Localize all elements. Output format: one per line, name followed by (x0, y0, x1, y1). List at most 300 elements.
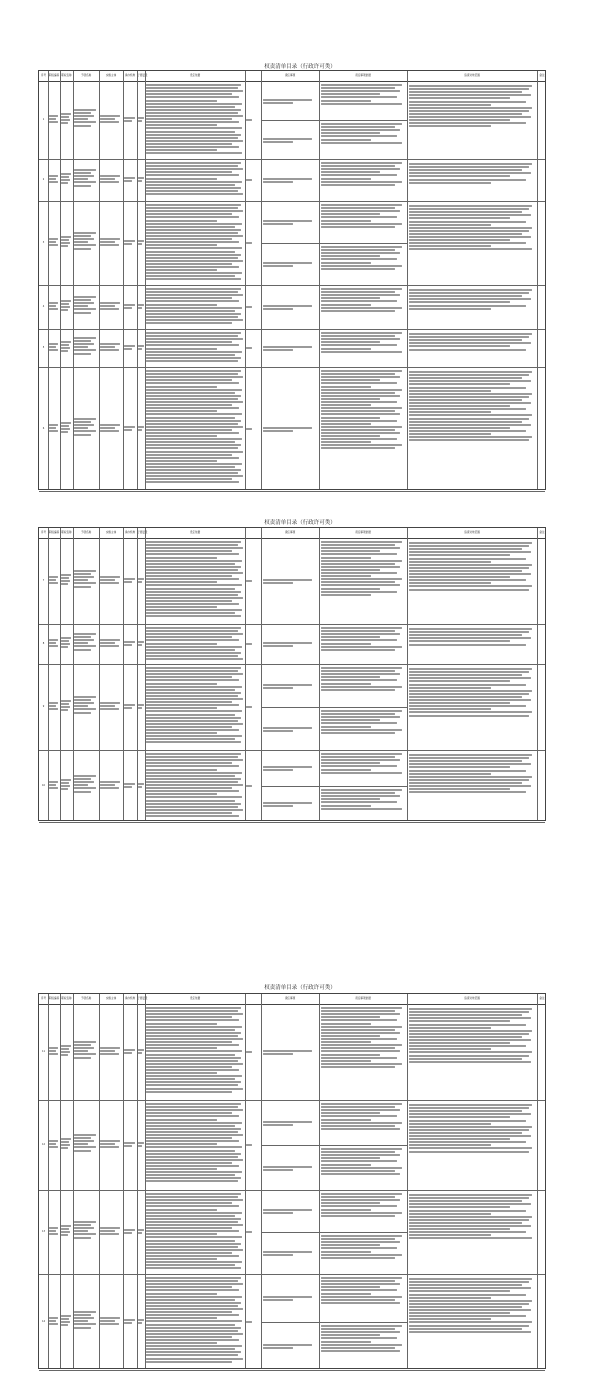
text-line (409, 791, 526, 793)
text-line (321, 1286, 380, 1288)
text-line (321, 667, 402, 669)
text-line (321, 100, 371, 102)
text-line (146, 1075, 242, 1077)
text-line (146, 544, 238, 546)
text-line (146, 478, 232, 480)
legal-basis-cell (146, 331, 244, 365)
text-line (409, 785, 531, 787)
text-line (146, 1057, 241, 1059)
text-line (321, 174, 397, 176)
text-line (246, 1144, 252, 1146)
text-line (321, 348, 371, 350)
text-line (138, 243, 142, 245)
text-line (321, 732, 395, 734)
text-line (321, 139, 371, 141)
text-line (146, 1038, 243, 1040)
text-line (409, 85, 532, 87)
header-cell: 序号 (40, 997, 47, 1000)
text-line (409, 224, 491, 226)
column-divider (261, 994, 262, 1368)
text-line (409, 674, 522, 676)
responsibility-basis-cell (321, 203, 405, 241)
text-line (49, 241, 56, 243)
text-line (61, 179, 70, 181)
text-line (100, 582, 119, 584)
text-line (74, 1221, 96, 1223)
text-line (263, 684, 312, 686)
text-line (146, 241, 239, 243)
text-line (409, 567, 529, 569)
text-line (321, 1010, 395, 1012)
text-line (409, 172, 531, 174)
text-line (146, 1314, 239, 1316)
text-line (146, 1050, 242, 1052)
text-line (146, 257, 238, 259)
text-line (321, 389, 402, 391)
text-line (321, 338, 400, 340)
text-line (146, 815, 239, 817)
text-line (61, 782, 69, 784)
text-line (321, 255, 380, 257)
text-line (146, 581, 217, 583)
text-line (74, 235, 91, 237)
text-line (409, 298, 531, 300)
text-line (124, 641, 135, 643)
text-line (321, 719, 380, 721)
text-line (409, 708, 491, 710)
header-cell: 职权名称 (61, 997, 72, 1000)
row-divider (39, 367, 545, 368)
text-line (146, 566, 241, 568)
text-line (146, 1134, 243, 1136)
text-line (321, 103, 402, 105)
text-line (49, 579, 56, 581)
text-line (409, 770, 526, 772)
responsibility-cell (263, 641, 317, 648)
text-line (146, 1351, 241, 1353)
text-line (61, 300, 71, 302)
text-line (409, 205, 532, 207)
text-line (146, 1277, 241, 1279)
text-line (146, 762, 232, 764)
text-line (146, 1230, 239, 1232)
text-line (74, 696, 96, 698)
text-line (49, 427, 56, 429)
text-line (321, 268, 395, 270)
text-line (100, 308, 119, 310)
text-line (146, 1280, 238, 1282)
text-line (138, 120, 142, 122)
text-line (409, 107, 532, 109)
text-line (146, 438, 242, 440)
text-line (61, 1141, 69, 1143)
text-line (321, 1148, 402, 1150)
text-line (409, 1321, 532, 1323)
text-line (146, 1066, 232, 1068)
text-line (321, 90, 400, 92)
text-line (321, 220, 371, 222)
accountability-cell (409, 1103, 535, 1187)
accountability-cell (409, 1277, 535, 1367)
text-line (409, 1222, 522, 1224)
responsibility-cell (263, 801, 317, 808)
text-line (321, 123, 402, 125)
text-line (321, 560, 402, 562)
text-line (74, 1041, 96, 1043)
text-line (49, 308, 58, 310)
text-line (146, 1236, 242, 1238)
text-line (100, 430, 119, 432)
text-line (409, 668, 532, 670)
text-line (409, 1116, 510, 1118)
text-line (146, 288, 241, 290)
text-line (74, 570, 96, 572)
text-line (409, 1281, 529, 1283)
text-line (49, 1323, 58, 1325)
text-line (263, 262, 312, 264)
text-line (409, 705, 526, 707)
text-line (146, 790, 239, 792)
text-line (100, 576, 120, 578)
text-line (246, 306, 252, 308)
text-line (146, 429, 232, 431)
text-line (146, 109, 241, 111)
text-line (409, 542, 532, 544)
row-divider (39, 201, 545, 202)
text-line (321, 1164, 371, 1166)
text-line (409, 684, 526, 686)
accountability-cell (409, 288, 535, 326)
text-line (146, 1209, 217, 1211)
text-line (124, 348, 132, 350)
row-divider (39, 624, 545, 625)
text-line (409, 1030, 532, 1032)
text-line (409, 1325, 529, 1327)
text-line (61, 1138, 71, 1140)
text-line (146, 1150, 235, 1152)
text-line (409, 1278, 532, 1280)
text-line (146, 395, 241, 397)
table-cell (74, 231, 98, 251)
text-line (124, 1142, 135, 1144)
text-line (138, 1142, 144, 1144)
text-line (321, 639, 397, 641)
text-line (74, 112, 91, 114)
row-divider (39, 1190, 545, 1191)
text-line (321, 676, 380, 678)
text-line (146, 435, 217, 437)
table-cell (124, 640, 136, 647)
text-line (74, 1320, 88, 1322)
table-cell (100, 174, 122, 184)
text-line (74, 337, 96, 339)
header-cell: 责任事项 (284, 997, 296, 1000)
text-line (146, 1081, 241, 1083)
text-line (146, 481, 239, 483)
legal-basis-cell (146, 626, 244, 662)
text-line (409, 292, 529, 294)
text-line (74, 645, 96, 647)
text-line (321, 1160, 397, 1162)
text-line (146, 472, 238, 474)
text-line (138, 177, 144, 179)
text-line (321, 171, 380, 173)
responsibility-basis-cell (321, 788, 405, 820)
text-line (146, 591, 241, 593)
text-line (146, 1233, 217, 1235)
text-line (49, 781, 58, 783)
table-cell (61, 340, 72, 353)
table-cell (61, 421, 72, 434)
text-line (146, 588, 235, 590)
text-line (409, 690, 532, 692)
text-line (321, 646, 402, 648)
text-line (321, 1344, 402, 1346)
text-line (409, 333, 532, 335)
text-line (321, 591, 397, 593)
text-line (146, 316, 238, 318)
text-line (263, 727, 312, 729)
text-line (146, 1311, 232, 1313)
text-line (74, 1317, 94, 1319)
text-line (146, 1327, 241, 1329)
text-line (146, 379, 232, 381)
text-line (100, 305, 115, 307)
text-line (321, 550, 380, 552)
text-line (138, 180, 142, 182)
text-line (61, 1144, 70, 1146)
text-line (146, 1174, 235, 1176)
text-line (74, 427, 88, 429)
text-line (409, 760, 522, 762)
text-line (61, 643, 70, 645)
text-line (321, 805, 371, 807)
text-line (146, 1047, 217, 1049)
text-line (321, 162, 402, 164)
table-cell (124, 1048, 136, 1055)
text-line (409, 1194, 532, 1196)
text-line (74, 115, 94, 117)
text-line (146, 658, 243, 660)
text-line (146, 627, 241, 629)
row-number: 5 (42, 346, 45, 349)
text-line (321, 410, 395, 412)
text-line (146, 683, 217, 685)
text-line (146, 655, 238, 657)
legal-basis-cell (146, 540, 244, 622)
text-line (321, 429, 395, 431)
text-line (146, 1308, 243, 1310)
text-line (321, 407, 402, 409)
text-line (146, 1119, 217, 1121)
text-line (146, 796, 242, 798)
table-cell (49, 1316, 59, 1326)
text-line (146, 1162, 232, 1164)
text-line (409, 418, 529, 420)
row-divider (39, 1274, 545, 1275)
text-line (321, 96, 397, 98)
text-line (321, 1257, 395, 1259)
text-line (321, 1038, 397, 1040)
text-line (409, 97, 510, 99)
sub-row-divider (261, 707, 407, 708)
text-line (146, 103, 242, 105)
text-line (61, 1315, 71, 1317)
text-line (409, 239, 510, 241)
text-line (61, 425, 69, 427)
text-line (409, 110, 529, 112)
legal-basis-cell (146, 666, 244, 748)
text-line (146, 451, 243, 453)
text-line (100, 343, 120, 345)
text-line (321, 401, 397, 403)
text-line (321, 420, 397, 422)
text-line (321, 633, 400, 635)
text-line (146, 723, 243, 725)
responsibility-cell (263, 1049, 317, 1056)
text-line (409, 1129, 529, 1131)
text-line (146, 100, 217, 102)
text-line (100, 178, 115, 180)
text-line (146, 1358, 243, 1360)
text-line (409, 179, 526, 181)
text-line (74, 1233, 96, 1235)
text-line (138, 1232, 142, 1234)
accountability-cell (409, 753, 535, 819)
text-line (146, 1243, 241, 1245)
text-line (146, 184, 235, 186)
text-line (409, 1237, 532, 1239)
text-line (61, 577, 69, 579)
text-line (321, 262, 371, 264)
column-divider (407, 71, 408, 489)
text-line (74, 232, 96, 234)
text-line (74, 1050, 88, 1052)
text-line (321, 297, 380, 299)
text-line (321, 1289, 397, 1291)
text-line (146, 463, 242, 465)
text-line (409, 1231, 526, 1233)
table-cell (100, 1316, 122, 1326)
text-line (61, 341, 71, 343)
text-line (321, 569, 380, 571)
text-line (321, 765, 397, 767)
text-line (321, 382, 397, 384)
text-line (321, 769, 371, 771)
text-line (321, 1032, 400, 1034)
text-line (61, 646, 68, 648)
accountability-cell (409, 541, 535, 621)
text-line (61, 239, 69, 241)
text-line (146, 112, 238, 114)
table-cell (61, 172, 72, 185)
responsibility-basis-cell (321, 1192, 405, 1230)
table-cell (61, 1224, 72, 1237)
responsibility-basis-cell (321, 1276, 405, 1320)
text-line (409, 393, 532, 395)
text-line (74, 702, 94, 704)
text-line (61, 1231, 70, 1233)
text-line (146, 469, 241, 471)
text-line (146, 569, 238, 571)
text-line (409, 399, 522, 401)
text-line (74, 353, 91, 355)
text-line (246, 119, 252, 121)
text-line (74, 340, 91, 342)
text-line (146, 1227, 232, 1229)
text-line (146, 1026, 242, 1028)
text-line (100, 705, 115, 707)
text-line (74, 708, 96, 710)
text-line (409, 301, 510, 303)
text-line (409, 408, 526, 410)
responsibility-basis-cell (321, 1234, 405, 1272)
text-line (146, 646, 242, 648)
accountability-cell (409, 332, 535, 364)
text-line (321, 93, 380, 95)
header-cell: 职权编码 (48, 74, 60, 77)
rights-table (38, 527, 546, 821)
text-line (146, 1202, 232, 1204)
row-number: 11 (41, 1050, 46, 1053)
text-line (146, 297, 232, 299)
text-line (409, 217, 510, 219)
text-line (409, 634, 522, 636)
text-line (146, 407, 239, 409)
text-line (146, 247, 242, 249)
text-line (49, 645, 58, 647)
text-line (146, 1196, 238, 1198)
text-line (146, 1348, 235, 1350)
table-cell (74, 632, 98, 652)
text-line (74, 576, 94, 578)
text-line (124, 120, 132, 122)
text-line (409, 339, 522, 341)
text-line (61, 350, 68, 352)
text-line (146, 398, 238, 400)
text-line (409, 227, 532, 229)
table-cell (138, 1048, 144, 1055)
text-line (146, 423, 238, 425)
text-line (61, 245, 68, 247)
text-line (321, 300, 397, 302)
text-line (146, 376, 243, 378)
text-line (409, 122, 526, 124)
text-line (409, 570, 522, 572)
text-line (409, 1287, 531, 1289)
text-line (146, 584, 242, 586)
text-line (138, 1229, 144, 1231)
text-line (321, 1241, 400, 1243)
text-line (321, 1029, 395, 1031)
text-line (74, 1230, 88, 1232)
table-cell (100, 1226, 122, 1236)
responsibility-basis-cell (321, 287, 405, 327)
text-line (146, 1069, 239, 1071)
text-line (124, 1322, 132, 1324)
text-line (146, 809, 243, 811)
text-line (321, 1007, 402, 1009)
text-line (409, 101, 526, 103)
text-line (100, 1230, 115, 1232)
responsibility-cell (263, 1208, 317, 1215)
table-cell (124, 425, 136, 432)
text-line (321, 258, 397, 260)
text-line (74, 705, 88, 707)
table-cell (138, 303, 144, 310)
text-line (321, 1119, 371, 1121)
header-cell: 行使层级 (137, 74, 148, 77)
